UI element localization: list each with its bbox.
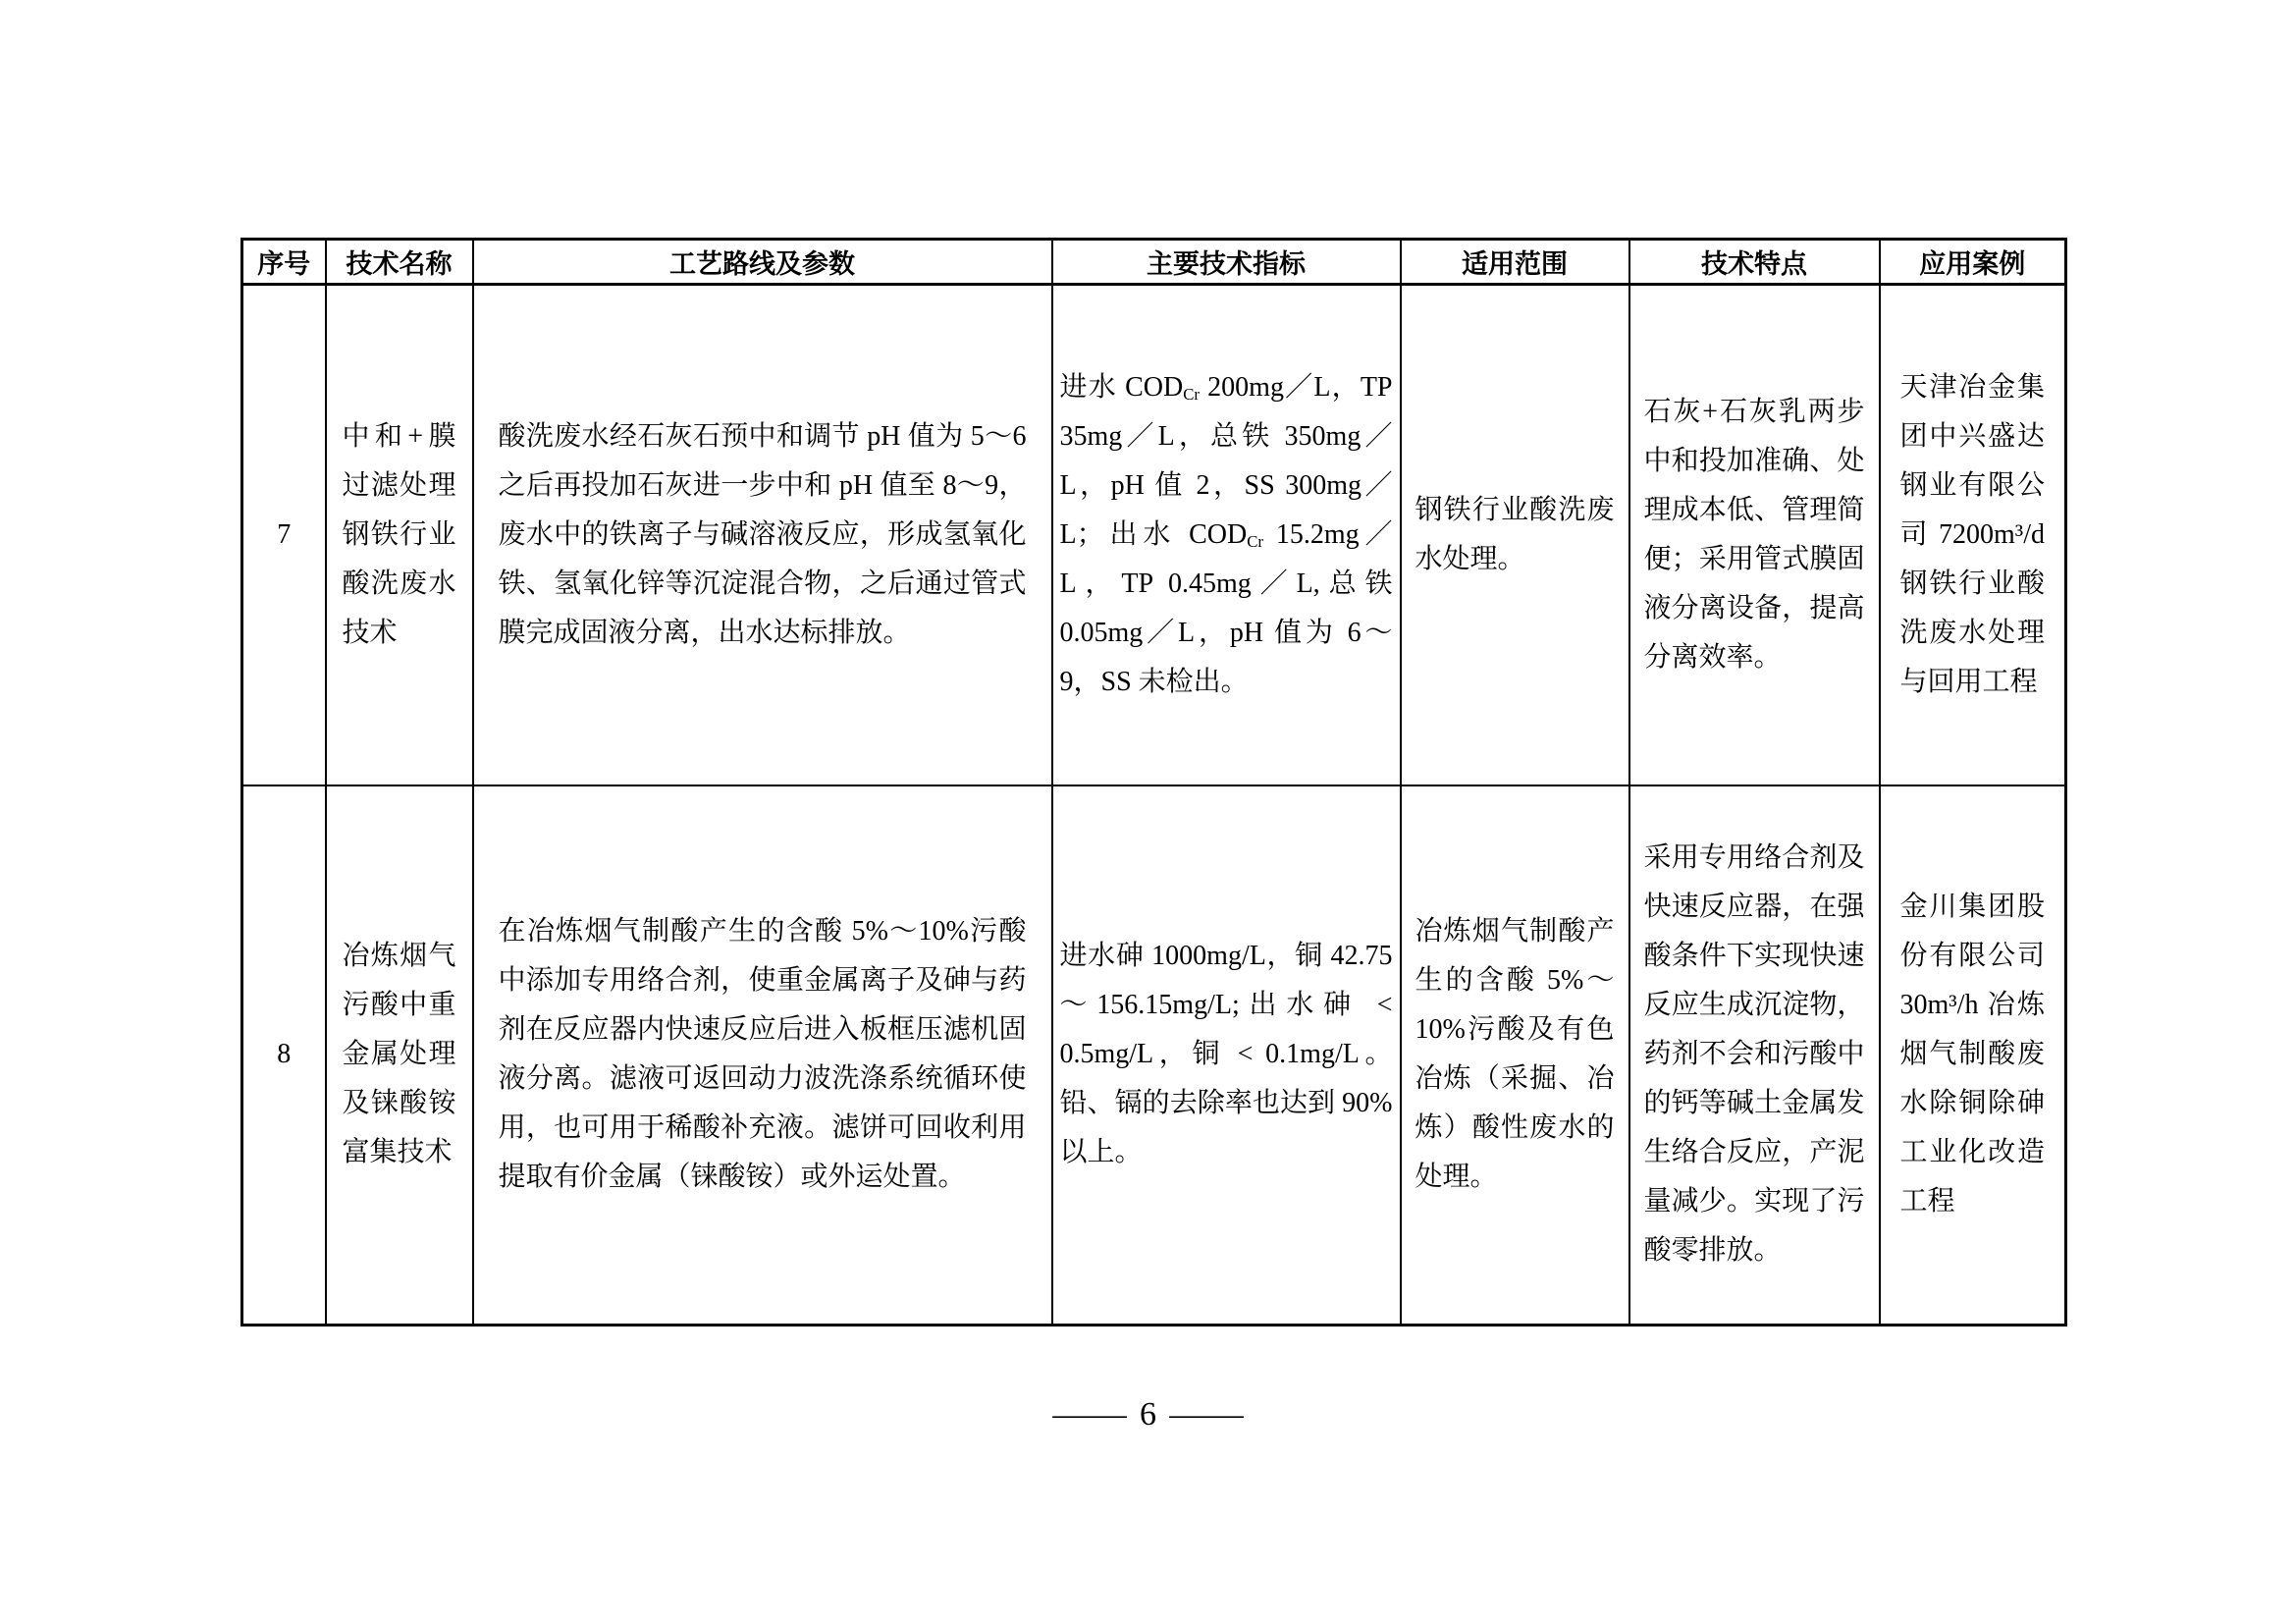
cell-row8-main-indicators: 进水砷 1000mg/L，铜 42.75～156.15mg/L;出水砷 < 0.5mg/L，铜 < 0.1mg/L。铅、镉的去除率也达到 90%以上。 <box>1052 785 1401 1326</box>
page-number <box>0 1396 2296 1434</box>
cell-row8-applicable-scope: 冶炼烟气制酸产生的含酸 5%～10%污酸及有色冶炼（采掘、冶炼）酸性废水的处理。 <box>1401 785 1629 1326</box>
col-header-serial-number: 序号 <box>242 240 326 285</box>
cell-row7-process-route: 酸洗废水经石灰石预中和调节 pH 值为 5～6 之后再投加石灰进一步中和 pH 值至 8～9，废水中的铁离子与碱溶液反应，形成氢氧化铁、氢氧化锌等沉淀混合物，之后通过管式膜完成固液分离，出水达标排放。 <box>473 285 1052 785</box>
cell-row8-tech-features: 采用专用络合剂及快速反应器，在强酸条件下实现快速反应生成沉淀物，药剂不会和污酸中的钙等碱土金属发生络合反应，产泥量减少。实现了污酸零排放。 <box>1629 785 1880 1326</box>
cell-row7-serial-number: 7 <box>242 285 326 785</box>
table-header-row <box>242 240 2066 285</box>
col-header-application-cases: 应用案例 <box>1880 240 2066 285</box>
cell-row7-applicable-scope: 钢铁行业酸洗废水处理。 <box>1401 285 1629 785</box>
table-row-8 <box>242 785 2066 1326</box>
cell-row8-process-route: 在冶炼烟气制酸产生的含酸 5%～10%污酸中添加专用络合剂，使重金属离子及砷与药剂在反应器内快速反应后进入板框压滤机固液分离。滤液可返回动力波洗涤系统循环使用，也可用于稀酸补充液。滤饼可回收利用提取有价金属（铼酸铵）或外运处置。 <box>473 785 1052 1326</box>
col-header-main-indicators: 主要技术指标 <box>1052 240 1401 285</box>
cell-row7-tech-features: 石灰+石灰乳两步中和投加准确、处理成本低、管理简便；采用管式膜固液分离设备，提高分离效率。 <box>1629 285 1880 785</box>
table-row-7 <box>242 285 2066 785</box>
cell-row7-tech-name: 中和+膜过滤处理钢铁行业酸洗废水技术 <box>326 285 473 785</box>
col-header-tech-features: 技术特点 <box>1629 240 1880 285</box>
page-number-left-dash: — <box>1052 1396 1127 1433</box>
page-number-right-dash: — <box>1169 1396 1244 1433</box>
technology-table <box>240 238 2067 1326</box>
col-header-applicable-scope: 适用范围 <box>1401 240 1629 285</box>
cell-row7-application-case: 天津冶金集团中兴盛达钢业有限公司 7200m³/d 钢铁行业酸洗废水处理与回用工程 <box>1880 285 2066 785</box>
cell-row8-application-case: 金川集团股份有限公司 30m³/h 冶炼烟气制酸废水除铜除砷工业化改造工程 <box>1880 785 2066 1326</box>
cell-row7-main-indicators: 进水 $COD_{Cr}$ 200mg／L，TP 35mg／L，总铁 350mg／L，pH 值 2，SS 300mg／L；出水 $COD_{Cr}$ 15.2mg／L，TP 0.45mg／L,总铁 0.05mg／L，pH 值为 6～9，SS 未检出。 <box>1052 285 1401 785</box>
cell-row8-serial-number: 8 <box>242 785 326 1326</box>
cell-row8-tech-name: 冶炼烟气污酸中重金属处理及铼酸铵富集技术 <box>326 785 473 1326</box>
page-number-value: 6 <box>1140 1396 1156 1433</box>
col-header-tech-name: 技术名称 <box>326 240 473 285</box>
col-header-process-route: 工艺路线及参数 <box>473 240 1052 285</box>
